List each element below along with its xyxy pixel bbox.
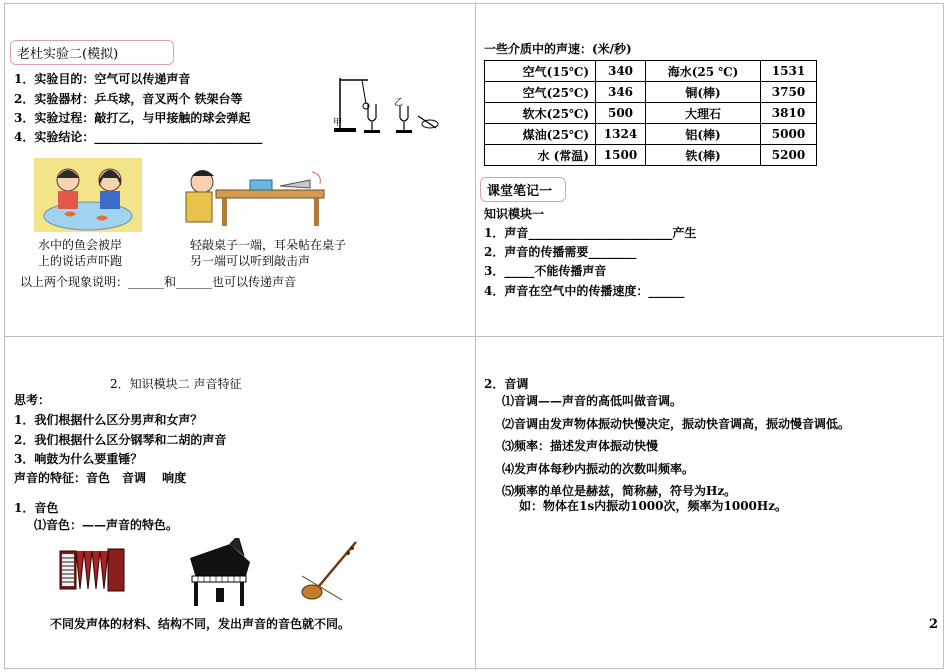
experiment-line-3: 3．实验过程：敲打乙，与甲接触的球会弹起 <box>14 111 251 125</box>
pitch-item-3: ⑶频率：描述发声体振动快慢 <box>502 439 659 453</box>
speed-cell: 5000 <box>761 124 817 145</box>
children-fish-image <box>34 158 142 232</box>
table-row <box>485 103 817 124</box>
knowledge-module-1: 知识模块一 <box>484 207 545 221</box>
caption-right-2: 另一端可以听到敲击声 <box>190 254 311 268</box>
table-row <box>485 82 817 103</box>
pitch-item-5: ⑸频率的单位是赫兹，简称赫，符号为Hz。 <box>502 484 737 498</box>
timbre-definition: ⑴音色：——声音的特色。 <box>34 518 179 532</box>
pitch-example: 如：物体在1s内振动1000次，频率为1000Hz。 <box>519 499 788 513</box>
question-2: 2．我们根据什么区分钢琴和二胡的声音 <box>14 433 227 447</box>
medium-cell: 软木(25℃) <box>485 103 596 124</box>
speed-cell: 1500 <box>596 145 646 166</box>
phenomena-conclusion: 以上两个现象说明：______和______也可以传递声音 <box>20 275 297 289</box>
think-label: 思考： <box>14 393 51 407</box>
speed-table-title: 一些介质中的声速：(米/秒) <box>484 42 632 56</box>
timbre-caption: 不同发声体的材料、结构不同，发出声音的音色就不同。 <box>50 617 351 631</box>
medium-cell: 大理石 <box>646 103 761 124</box>
pitch-title: 2．音调 <box>484 377 529 391</box>
notes-item-2: 2．声音的传播需要________ <box>484 245 637 259</box>
speed-cell: 1531 <box>761 61 817 82</box>
medium-cell: 空气(15℃) <box>485 61 596 82</box>
pitch-item-1: ⑴音调——声音的高低叫做音调。 <box>502 394 683 408</box>
experiment-line-1: 1．实验目的：空气可以传递声音 <box>14 72 191 86</box>
medium-cell: 煤油(25℃) <box>485 124 596 145</box>
caption-left-1: 水中的鱼会被岸 <box>38 238 123 252</box>
question-1: 1．我们根据什么区分男声和女声？ <box>14 413 203 427</box>
experiment-line-2: 2．实验器材：乒乓球，音叉两个 铁架台等 <box>14 92 243 106</box>
table-row <box>485 61 817 82</box>
class-notes-title: 课堂笔记一 <box>480 177 566 202</box>
speed-cell: 340 <box>596 61 646 82</box>
speed-cell: 3750 <box>761 82 817 103</box>
question-3: 3．响鼓为什么要重锤？ <box>14 452 143 466</box>
caption-right-1: 轻敲桌子一端，耳朵帖在桌子 <box>190 238 347 252</box>
speed-cell: 3810 <box>761 103 817 124</box>
sound-speed-table <box>484 60 817 166</box>
speed-cell: 346 <box>596 82 646 103</box>
pitch-item-2: ⑵音调由发声物体振动快慢决定，振动快音调高，振动慢音调低。 <box>502 417 851 431</box>
medium-cell: 空气(25℃) <box>485 82 596 103</box>
module-2-heading: 2．知识模块二 声音特征 <box>110 377 242 391</box>
erhu-image <box>294 540 364 602</box>
speed-cell: 5200 <box>761 145 817 166</box>
experiment-line-4: 4．实验结论：____________________________ <box>14 130 263 144</box>
caption-left-2: 上的说话声吓跑 <box>38 254 123 268</box>
sound-features: 声音的特征：音色 音调 响度 <box>14 471 187 485</box>
pitch-item-4: ⑷发声体每秒内振动的次数叫频率。 <box>502 462 695 476</box>
medium-cell: 铜(棒) <box>646 82 761 103</box>
medium-cell: 海水(25 ℃) <box>646 61 761 82</box>
boy-table-image <box>180 166 328 228</box>
notes-item-4: 4．声音在空气中的传播速度：______ <box>484 284 685 298</box>
tuning-fork-apparatus-image <box>332 70 442 136</box>
horizontal-divider <box>4 336 944 337</box>
medium-cell: 铝(棒) <box>646 124 761 145</box>
speed-cell: 500 <box>596 103 646 124</box>
table-row <box>485 124 817 145</box>
fork-label-yi: 乙 <box>394 98 404 108</box>
page-number: 2 <box>929 617 939 632</box>
piano-image <box>186 538 254 610</box>
medium-cell: 铁(棒) <box>646 145 761 166</box>
experiment-title: 老杜实验二(模拟) <box>10 40 174 65</box>
medium-cell: 水 (常温) <box>485 145 596 166</box>
notes-item-3: 3．_____不能传播声音 <box>484 264 607 278</box>
speed-cell: 1324 <box>596 124 646 145</box>
notes-item-1: 1．声音________________________产生 <box>484 226 697 240</box>
accordion-image <box>58 543 128 593</box>
table-row <box>485 145 817 166</box>
fork-label-jia: 甲 <box>333 118 343 128</box>
timbre-title: 1．音色 <box>14 501 59 515</box>
